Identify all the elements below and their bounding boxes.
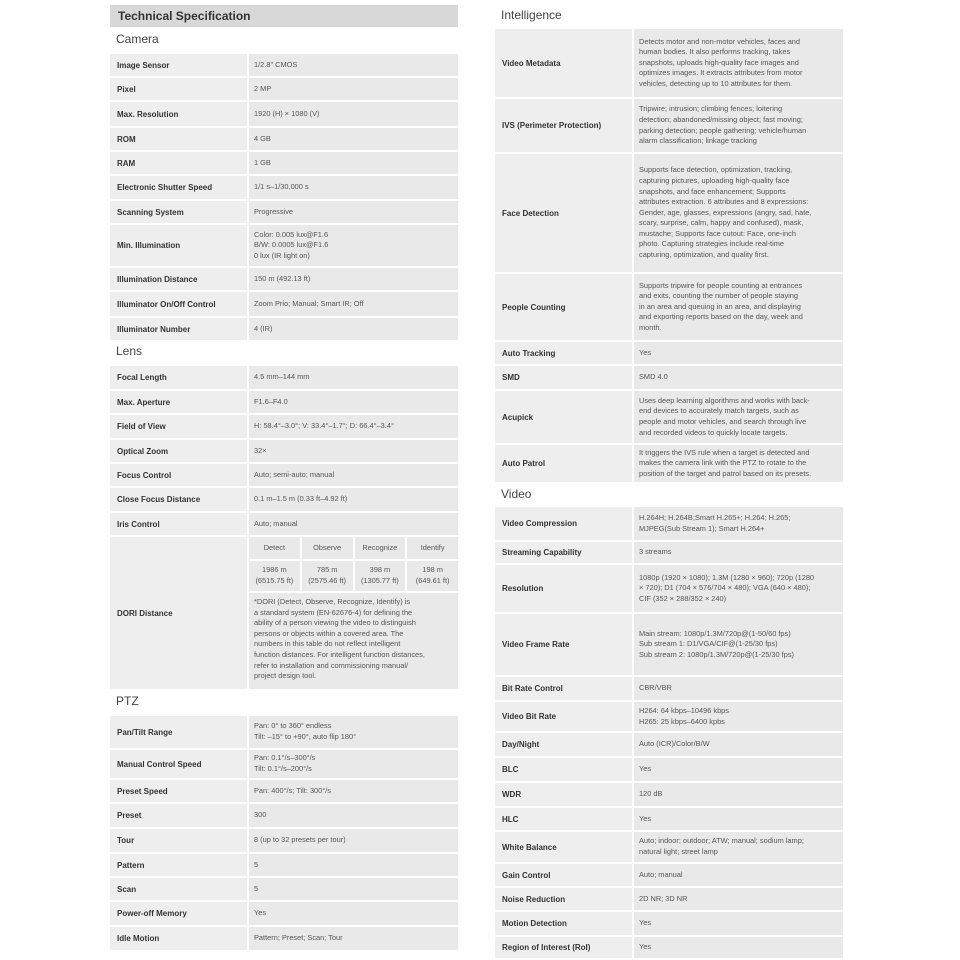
spec-row	[110, 716, 458, 748]
spec-label: Min. Illumination	[110, 225, 247, 266]
spec-value: It triggers the IVS rule when a target is detected and makes the camera link with the PTZ to rotate to the position of the target and patrol based on its presets.	[634, 445, 843, 482]
spec-label: Focus Control	[110, 464, 247, 486]
spec-label: Electronic Shutter Speed	[110, 176, 247, 199]
spec-label: Face Detection	[495, 154, 632, 272]
spec-label: ROM	[110, 128, 247, 150]
spec-label: Preset	[110, 804, 247, 827]
spec-row	[495, 565, 843, 612]
spec-value: Tripwire; intrusion; climbing fences; loitering detection; abandoned/missing object; fast moving; parking detection; people gathering; vehicle/human alarm classification; linkage tracking	[634, 99, 843, 152]
spec-value: Yes	[634, 912, 843, 935]
spec-value: H264: 64 kbps–10496 kbps H265: 25 kbps–6400 kpbs	[634, 702, 843, 731]
spec-value: 4.5 mm–144 mm	[249, 366, 458, 389]
spec-label: Resolution	[495, 565, 632, 612]
spec-value: Auto (ICR)/Color/B/W	[634, 733, 843, 756]
spec-row	[495, 445, 843, 482]
spec-value: 5	[249, 878, 458, 900]
section-heading-ptz: PTZ	[116, 694, 139, 708]
spec-value: Detects motor and non-motor vehicles, faces and human bodies. It also performs tracking, takes snapshots, uploads high-quality face images and optimizes images. It extracts attributes from motor vehicles, detecting up to 10 attributes for them.	[634, 29, 843, 97]
spec-row	[495, 832, 843, 862]
spec-value: Zoom Prio; Manual; Smart IR; Off	[249, 292, 458, 316]
spec-row	[495, 99, 843, 152]
spec-row	[495, 937, 843, 958]
spec-label: Illumination Distance	[110, 268, 247, 290]
spec-value: Uses deep learning algorithms and works with back- end devices to accurately match targets, such as people and motor vehicles, and search through live and recorded videos to quickly locate targets.	[634, 391, 843, 443]
spec-label: Video Compression	[495, 507, 632, 540]
dori-note: *DORI (Detect, Observe, Recognize, Identify) is a standard system (EN-62676-4) for defining the ability of a person viewing the video to distinguish persons or objects within a covered area. The numbers in this table do not reflect intelligent function distances. For intelligent function distances, refer to installation and commissioning manual/ project design tool.	[249, 593, 458, 689]
spec-row	[110, 878, 458, 900]
spec-label: Pixel	[110, 78, 247, 100]
spec-row	[110, 391, 458, 413]
spec-row	[110, 152, 458, 174]
spec-label: WDR	[495, 783, 632, 806]
spec-row	[495, 864, 843, 886]
spec-label: HLC	[495, 808, 632, 830]
spec-label: Tour	[110, 829, 247, 852]
spec-row	[495, 154, 843, 272]
spec-row	[110, 537, 458, 689]
spec-row	[495, 912, 843, 935]
spec-value: Auto; manual	[249, 513, 458, 535]
spec-value: 4 (IR)	[249, 318, 458, 340]
spec-row	[110, 829, 458, 852]
spec-value: F1.6–F4.0	[249, 391, 458, 413]
spec-label: Close Focus Distance	[110, 488, 247, 511]
spec-row	[110, 415, 458, 438]
spec-row	[110, 488, 458, 511]
spec-label: Optical Zoom	[110, 440, 247, 462]
spec-row	[110, 804, 458, 827]
spec-label: BLC	[495, 758, 632, 781]
dori-value: 198 m (649.61 ft)	[407, 561, 458, 591]
spec-row	[110, 902, 458, 925]
spec-value: Progressive	[249, 201, 458, 223]
spec-label: Illuminator Number	[110, 318, 247, 340]
spec-label: Auto Tracking	[495, 342, 632, 364]
spec-value: Main stream: 1080p/1.3M/720p@(1-50/60 fps) Sub stream 1: D1/VGA/CIF@(1-25/30 fps) Sub stream 2: 1080p/1.3M/720p@(1-25/30 fps)	[634, 614, 843, 675]
spec-label: Scanning System	[110, 201, 247, 223]
spec-row	[110, 128, 458, 150]
spec-row	[110, 513, 458, 535]
section-heading-camera: Camera	[116, 32, 159, 46]
spec-value: 32×	[249, 440, 458, 462]
dori-header: Detect	[249, 537, 300, 559]
spec-label: RAM	[110, 152, 247, 174]
spec-value: 150 m (492.13 ft)	[249, 268, 458, 290]
spec-value: 2D NR; 3D NR	[634, 888, 843, 910]
spec-value: 120 dB	[634, 783, 843, 806]
spec-value: Yes	[634, 808, 843, 830]
dori-table	[249, 537, 458, 689]
spec-value: Auto; indoor; outdoor; ATW; manual; sodium lamp; natural light; street lamp	[634, 832, 843, 862]
spec-value: 2 MP	[249, 78, 458, 100]
spec-row	[495, 507, 843, 540]
spec-row	[110, 854, 458, 876]
spec-value: Yes	[634, 937, 843, 958]
spec-value: Pan: 0.1°/s–300°/s Tilt: 0.1°/s–200°/s	[249, 750, 458, 778]
dori-value: 398 m (1305.77 ft)	[355, 561, 406, 591]
spec-row	[110, 366, 458, 389]
spec-label: Video Metadata	[495, 29, 632, 97]
spec-label: Image Sensor	[110, 54, 247, 76]
spec-value: 4 GB	[249, 128, 458, 150]
spec-row	[110, 225, 458, 266]
spec-value: Yes	[634, 758, 843, 781]
spec-row	[110, 176, 458, 199]
spec-row	[495, 342, 843, 364]
spec-row	[110, 292, 458, 316]
spec-value: 1 GB	[249, 152, 458, 174]
spec-label: Preset Speed	[110, 780, 247, 802]
spec-value: 0.1 m–1.5 m (0.33 ft–4.92 ft)	[249, 488, 458, 511]
dori-value: 785 m (2575.46 ft)	[302, 561, 353, 591]
spec-label: People Counting	[495, 274, 632, 340]
spec-value: SMD 4.0	[634, 366, 843, 389]
spec-row	[495, 614, 843, 675]
spec-row	[110, 102, 458, 126]
spec-label: IVS (Perimeter Protection)	[495, 99, 632, 152]
spec-value: H.264H; H.264B;Smart H.265+; H.264; H.265; MJPEG(Sub Stream 1); Smart H.264+	[634, 507, 843, 540]
spec-row	[495, 677, 843, 700]
spec-value: Supports tripwire for people counting at entrances and exits, counting the number of people staying in an area and queuing in an area, and displaying and exporting reports based on the day, week and month.	[634, 274, 843, 340]
spec-label: Acupick	[495, 391, 632, 443]
spec-row	[495, 274, 843, 340]
spec-label: Scan	[110, 878, 247, 900]
spec-row	[495, 702, 843, 731]
spec-value: Auto; semi-auto; manual	[249, 464, 458, 486]
dori-value: 1986 m (6515.75 ft)	[249, 561, 300, 591]
section-heading-intelligence: Intelligence	[501, 8, 562, 22]
spec-label: Iris Control	[110, 513, 247, 535]
page-title: Technical Specification	[110, 5, 458, 27]
dori-header: Identify	[407, 537, 458, 559]
section-heading-lens: Lens	[116, 344, 143, 358]
spec-row	[110, 780, 458, 802]
spec-label: White Balance	[495, 832, 632, 862]
section-heading-video: Video	[501, 487, 532, 501]
spec-value: Auto; manual	[634, 864, 843, 886]
spec-row	[110, 750, 458, 778]
spec-row	[110, 440, 458, 462]
spec-label: DORI Distance	[110, 537, 247, 689]
spec-value: 300	[249, 804, 458, 827]
spec-label: Manual Control Speed	[110, 750, 247, 778]
spec-label: Bit Rate Control	[495, 677, 632, 700]
spec-label: SMD	[495, 366, 632, 389]
spec-row	[495, 366, 843, 389]
spec-label: Streaming Capability	[495, 542, 632, 563]
spec-label: Power-off Memory	[110, 902, 247, 925]
spec-value: Pan: 400°/s; Tilt: 300°/s	[249, 780, 458, 802]
spec-value: 1/2.8" CMOS	[249, 54, 458, 76]
spec-value: CBR/VBR	[634, 677, 843, 700]
spec-value: 8 (up to 32 presets per tour)	[249, 829, 458, 852]
spec-label: Max. Aperture	[110, 391, 247, 413]
dori-header: Observe	[302, 537, 353, 559]
spec-row	[495, 783, 843, 806]
dori-header-row	[249, 537, 458, 561]
spec-label: Focal Length	[110, 366, 247, 389]
spec-row	[495, 733, 843, 756]
spec-value: Yes	[249, 902, 458, 925]
spec-row	[110, 268, 458, 290]
spec-label: Auto Patrol	[495, 445, 632, 482]
spec-value: Supports face detection, optimization, tracking, capturing pictures, uploading high-quality face snapshots, and face enhancement; Supports attributes extraction. 6 attributes and 8 expressions: Gender, age, glasses, expressions (angry, sad, hate, scary, surprise, calm, happy and confused), mask, mustache; Supports face cutout: Face, one-inch photo. Capturing strategies include real-time capturing, optimization, and quality first.	[634, 154, 843, 272]
spec-label: Illuminator On/Off Control	[110, 292, 247, 316]
spec-label: Field of View	[110, 415, 247, 438]
spec-value: Pattern; Preset; Scan; Tour	[249, 927, 458, 950]
spec-label: Region of Interest (RoI)	[495, 937, 632, 958]
spec-value: 1080p (1920 × 1080); 1.3M (1280 × 960); 720p (1280 × 720); D1 (704 × 576/704 × 480); VGA (640 × 480); CIF (352 × 288/352 × 240)	[634, 565, 843, 612]
spec-label: Day/Night	[495, 733, 632, 756]
dori-value-row	[249, 561, 458, 593]
spec-value: H: 58.4°–3.0°; V: 33.4°–1.7°; D: 66.4°–3.4°	[249, 415, 458, 438]
spec-value: 5	[249, 854, 458, 876]
spec-row	[495, 888, 843, 910]
spec-label: Video Frame Rate	[495, 614, 632, 675]
spec-row	[495, 758, 843, 781]
spec-row	[495, 808, 843, 830]
spec-value: Yes	[634, 342, 843, 364]
spec-row	[110, 464, 458, 486]
spec-row	[495, 391, 843, 443]
spec-row	[110, 318, 458, 340]
spec-row	[110, 201, 458, 223]
spec-row	[110, 54, 458, 76]
spec-label: Video Bit Rate	[495, 702, 632, 731]
spec-value: 1920 (H) × 1080 (V)	[249, 102, 458, 126]
spec-label: Motion Detection	[495, 912, 632, 935]
spec-row	[495, 29, 843, 97]
spec-label: Idle Motion	[110, 927, 247, 950]
spec-row	[110, 927, 458, 950]
spec-value: 3 streams	[634, 542, 843, 563]
spec-value: Pan: 0° to 360° endless Tilt: –15° to +90°, auto flip 180°	[249, 716, 458, 748]
spec-label: Pan/Tilt Range	[110, 716, 247, 748]
spec-label: Pattern	[110, 854, 247, 876]
spec-row	[110, 78, 458, 100]
dori-header: Recognize	[355, 537, 406, 559]
spec-value: 1/1 s–1/30,000 s	[249, 176, 458, 199]
spec-label: Max. Resolution	[110, 102, 247, 126]
spec-label: Noise Reduction	[495, 888, 632, 910]
spec-row	[495, 542, 843, 563]
spec-label: Gain Control	[495, 864, 632, 886]
spec-value: Color: 0.005 lux@F1.6 B/W: 0.0005 lux@F1.6 0 lux (IR light on)	[249, 225, 458, 266]
